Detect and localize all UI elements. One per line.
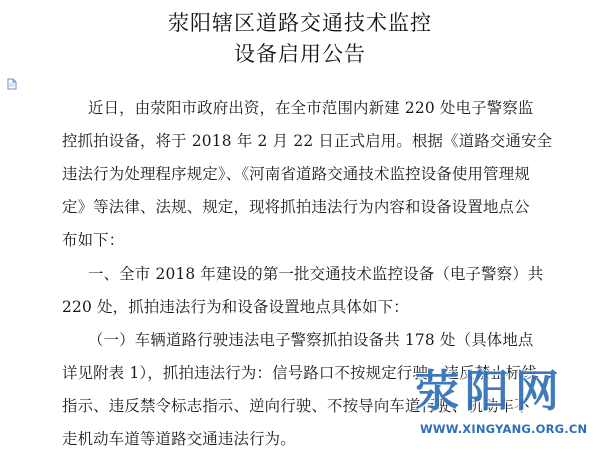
watermark-url: WWW.XINGYANG.ORG.CN (420, 422, 588, 436)
body-line: 布如下： (62, 231, 125, 249)
body-line: 220 处，抓拍违法行为和设备设置地点具体如下： (62, 298, 409, 316)
site-watermark (415, 366, 600, 452)
body-line: 指示、违反禁令标志指示、逆向行驶、不按导向车道行驶、机动车不 (62, 397, 530, 415)
body-line: 控抓拍设备，将于 2018 年 2 月 22 日正式启用。根据《道路交通安全 (62, 132, 553, 150)
document-icon (6, 78, 18, 90)
section-heading: 一、全市 2018 年建设的第一批交通技术监控设备（电子警察）共 (88, 265, 544, 283)
subsection-heading: （一）车辆道路行驶违法电子警察抓拍设备共 178 处（具体地点 (88, 331, 534, 349)
body-line: 走机动车道等道路交通违法行为。 (62, 430, 296, 448)
body-line: 违法行为处理程序规定》、《河南省道路交通技术监控设备使用管理规 (62, 165, 530, 183)
document-title-line2: 设备启用公告 (234, 42, 366, 66)
document-title-line1: 荥阳辖区道路交通技术监控 (168, 11, 432, 35)
body-line: 详见附表 1），抓拍违法行为：信号路口不按规定行驶、违反禁止标线 (62, 364, 538, 382)
watermark-logo-text: 荥阳网 (415, 366, 565, 417)
body-line: 近日，由荥阳市政府出资，在全市范围内新建 220 处电子警察监 (88, 99, 534, 117)
body-line: 定》等法律、法规、规定，现将抓拍违法行为内容和设备设置地点公 (62, 198, 530, 216)
